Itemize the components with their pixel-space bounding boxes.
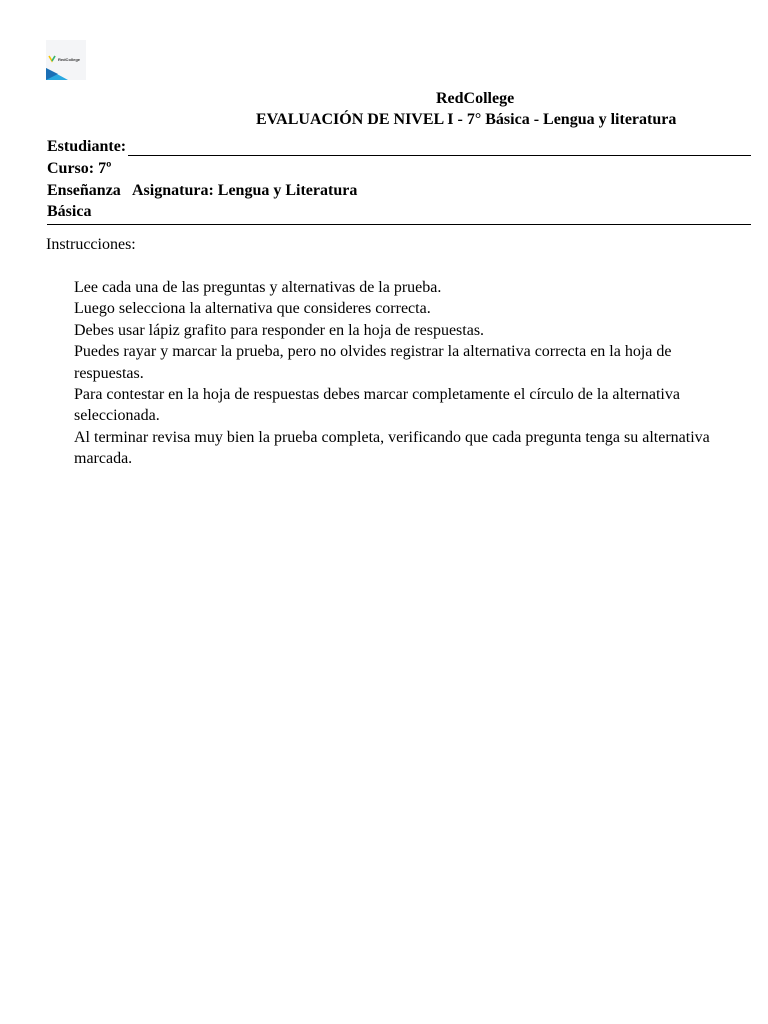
student-name-line (128, 138, 751, 156)
instruction-item: Para contestar en la hoja de respuestas debes marcar completamente el círculo de la alternativa seleccionada. (74, 386, 680, 425)
instructions-list (74, 277, 734, 470)
instruction-item: Luego selecciona la alternativa que consideres correcta. (74, 300, 431, 318)
logo-text: RedCollege (58, 57, 81, 62)
instruction-item: Debes usar lápiz grafito para responder en la hoja de respuestas. (74, 321, 485, 339)
instruction-item: Puedes rayar y marcar la prueba, pero no olvides registrar la alternativa correcta en la hoja de respuestas. (74, 343, 672, 382)
teaching-value: Básica (47, 203, 92, 220)
subject-field: Asignatura: Lengua y Literatura (132, 182, 358, 199)
instruction-item: Al terminar revisa muy bien la prueba completa, verificando que cada pregunta tenga su alternativa marcada. (74, 428, 710, 468)
teaching-label: Enseñanza (47, 182, 121, 199)
student-field (47, 138, 751, 156)
school-name: RedCollege (436, 90, 515, 107)
header-divider (47, 224, 751, 225)
exam-title: EVALUACIÓN DE NIVEL I - 7° Básica - Lengua y literatura (256, 111, 677, 128)
instructions-label: Instrucciones: (46, 236, 136, 253)
course-field: Curso: 7º (47, 160, 112, 177)
redcollege-logo (46, 40, 86, 80)
instruction-item: Lee cada una de las preguntas y alternativas de la prueba. (74, 279, 442, 296)
student-label: Estudiante: (47, 138, 127, 155)
